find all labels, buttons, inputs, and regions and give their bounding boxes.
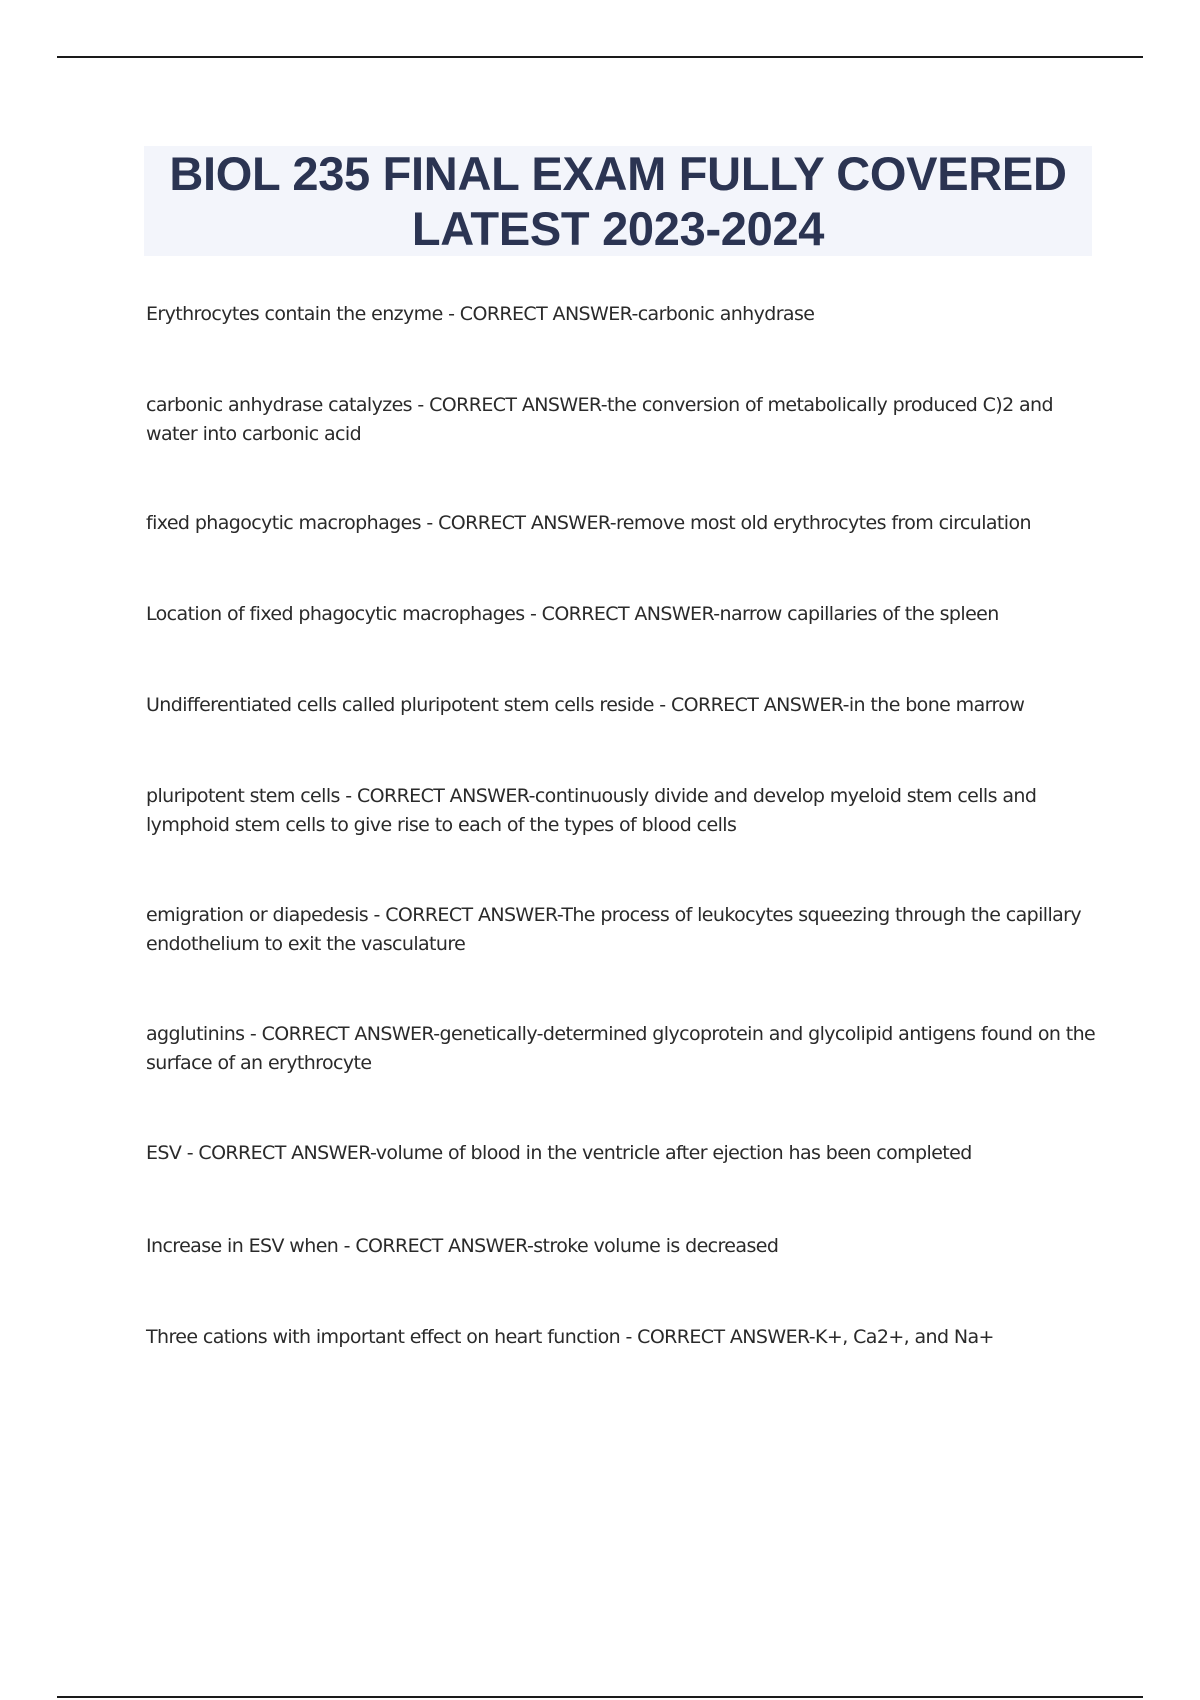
qa-item-macrophage-location: Location of fixed phagocytic macrophages - CORRECT ANSWER-narrow capillaries of the spleen — [146, 603, 999, 625]
qa-item-pluripotent-stem-cells: pluripotent stem cells - CORRECT ANSWER-continuously divide and develop myeloid stem cells and lymphoid stem cells to give rise to each of the types of blood cells — [146, 785, 1037, 836]
qa-item-esv: ESV - CORRECT ANSWER-volume of blood in the ventricle after ejection has been completed — [146, 1142, 972, 1164]
qa-item-fixed-macrophages: fixed phagocytic macrophages - CORRECT ANSWER-remove most old erythrocytes from circulation — [146, 512, 1031, 534]
qa-item-diapedesis: emigration or diapedesis - CORRECT ANSWER-The process of leukocytes squeezing through the capillary endothelium to exit the vasculature — [146, 904, 1082, 955]
qa-item-heart-cations: Three cations with important effect on heart function - CORRECT ANSWER-K+, Ca2+, and Na+ — [146, 1326, 994, 1348]
qa-item-erythrocyte-enzyme: Erythrocytes contain the enzyme - CORRECT ANSWER-carbonic anhydrase — [146, 303, 815, 325]
title-line-1: BIOL 235 FINAL EXAM FULLY COVERED — [169, 147, 1067, 200]
document-title — [144, 146, 1092, 256]
bottom-rule — [57, 1696, 1143, 1698]
qa-item-esv-increase: Increase in ESV when - CORRECT ANSWER-stroke volume is decreased — [146, 1235, 779, 1257]
top-rule — [57, 56, 1143, 58]
qa-item-stem-cell-location: Undifferentiated cells called pluripotent stem cells reside - CORRECT ANSWER-in the bone marrow — [146, 694, 1025, 716]
qa-item-agglutinins: agglutinins - CORRECT ANSWER-genetically-determined glycoprotein and glycolipid antigens found on the surface of an erythrocyte — [146, 1023, 1096, 1074]
title-line-2: LATEST 2023-2024 — [411, 202, 825, 255]
qa-item-carbonic-anhydrase: carbonic anhydrase catalyzes - CORRECT ANSWER-the conversion of metabolically produced C)2 and water into carbonic acid — [146, 394, 1053, 445]
